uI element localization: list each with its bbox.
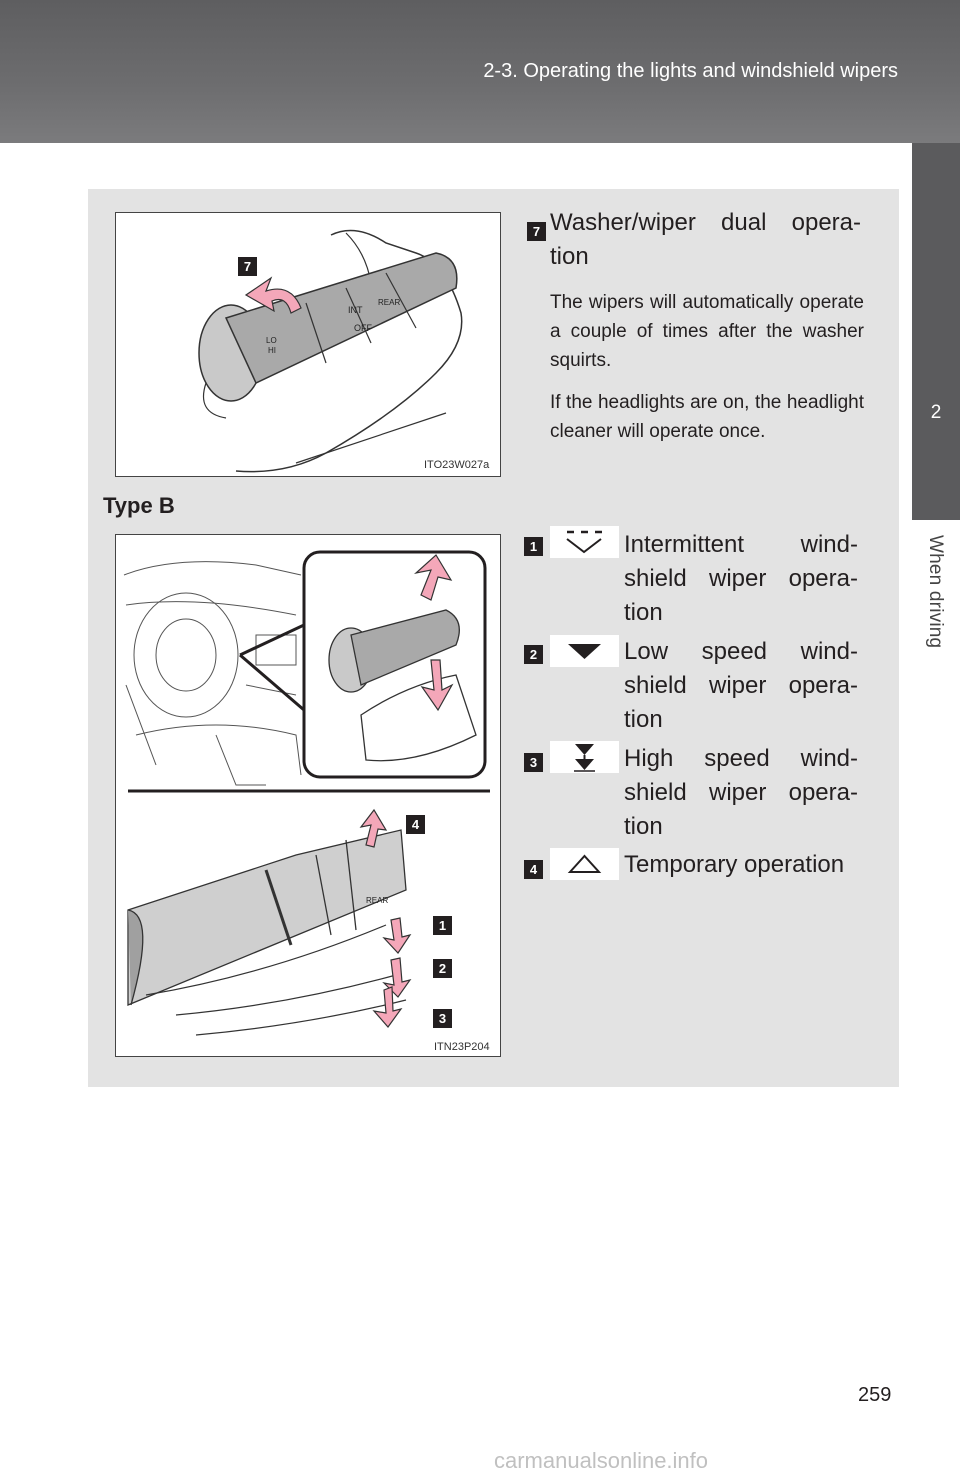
figure-washer-operation [115,212,501,477]
item-text-2: Low speed wind-shield wiper opera-tion [624,638,858,733]
item-badge-4: 4 [524,860,543,879]
temporary-operation-icon [550,848,619,880]
switch-label-lo: LO [266,336,277,345]
figure-type-b [115,534,501,1057]
chapter-tab [912,143,960,520]
low-speed-icon [550,635,619,667]
intermittent-wiper-icon [550,526,619,558]
watermark: carmanualsonline.info [494,1448,709,1473]
page-number: 259 [858,1384,892,1406]
switch-label-int: INT [348,305,363,315]
item-badge-2: 2 [524,645,543,664]
washer-title: Washer/wiper dual opera-tion [550,209,861,270]
item-text-4: Temporary operation [624,851,845,878]
item-text-1: Intermittent wind-shield wiper opera-tion [624,531,858,626]
item-badge-1: 1 [524,537,543,556]
switch-label-hi: HI [268,346,276,355]
item-badge-7: 7 [527,222,546,241]
figure-callout-7: 7 [243,259,252,274]
figure-callout-1: 1 [438,918,447,933]
page-header [0,0,960,143]
figure-code-b: ITN23P204 [434,1041,490,1053]
chapter-number: 2 [930,402,942,423]
switch-label-rear: REAR [378,298,401,307]
type-b-illustration [116,535,500,1056]
chapter-label: When driving [925,535,946,649]
figure-code: ITO23W027a [424,459,490,471]
figure-callout-3: 3 [438,1011,447,1026]
type-b-heading: Type B [103,493,175,518]
switch-label-rear-b: REAR [366,896,389,905]
figure-callout-2: 2 [438,961,447,976]
figure-callout-4: 4 [411,817,420,832]
washer-paragraph-2: If the headlights are on, the headlight cleaner will operate once. [550,392,864,442]
switch-label-off: OFF [354,323,372,333]
washer-lever-illustration [116,213,500,476]
high-speed-icon [550,741,619,773]
item-text-3: High speed wind-shield wiper opera-tion [624,745,858,840]
washer-paragraph-1: The wipers will automatically operate a couple of times after the washer squirts. [550,292,864,371]
item-badge-3: 3 [524,753,543,772]
header-title: 2-3. Operating the lights and windshield wipers [483,60,898,82]
